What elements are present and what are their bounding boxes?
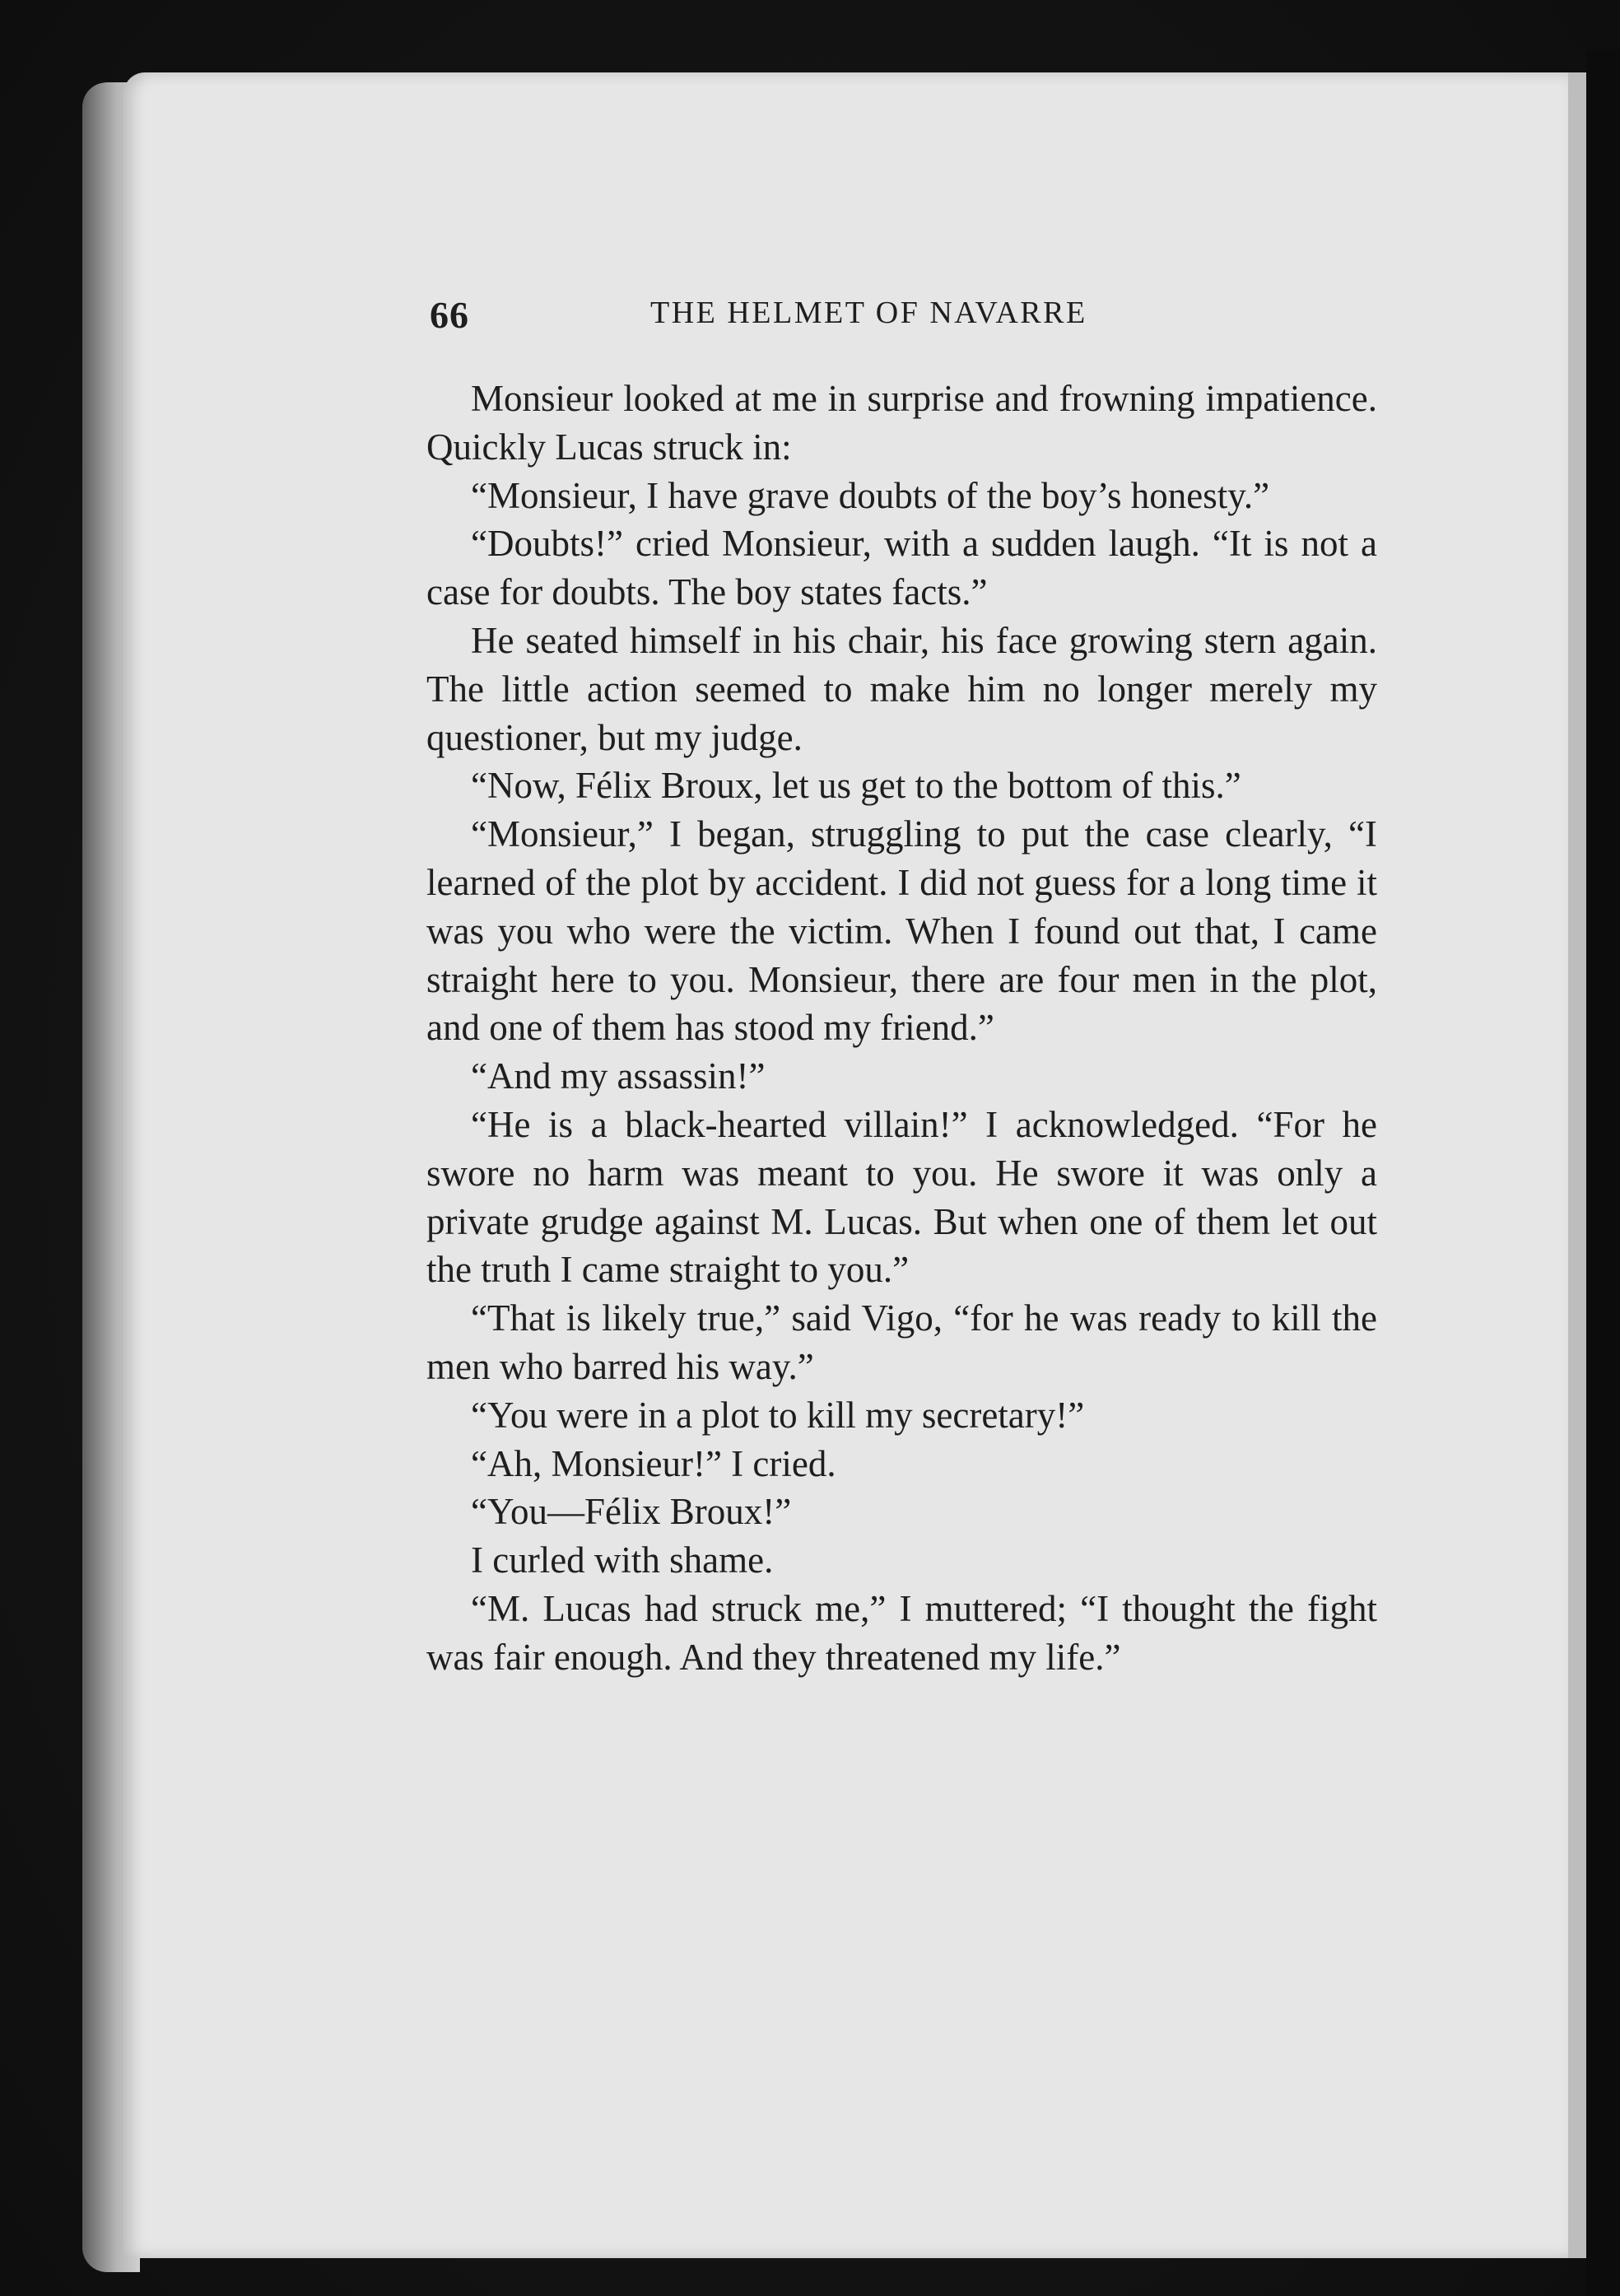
paragraph: “You—Félix Broux!”	[471, 1491, 792, 1533]
facing-page-edge	[1568, 72, 1586, 2258]
paragraph: “You were in a plot to kill my secretary!”	[471, 1394, 1085, 1436]
paragraph: “Monsieur,” I began, struggling to put the case clearly, “I learned of the plot by accident. I did not guess for a long time it was you who were the victim. When I found out that, I came straight here to you. Monsieur, there are four men in the plot, and one of them has stood my friend.”	[426, 813, 1377, 1049]
body-text	[426, 375, 1377, 1682]
paragraph: “That is likely true,” said Vigo, “for he was ready to kill the men who barred his way.”	[426, 1297, 1377, 1387]
paragraph: “And my assassin!”	[471, 1055, 766, 1097]
paragraph: “Ah, Monsieur!” I cried.	[471, 1442, 836, 1484]
page-number: 66	[430, 294, 469, 336]
paragraph: He seated himself in his chair, his face growing stern again. The little action seemed to make him no longer merely my questioner, but my judge.	[426, 619, 1377, 758]
paragraph: “He is a black-hearted villain!” I acknowledged. “For he swore no harm was meant to you. He swore it was only a private grudge against M. Lucas. But when one of them let out the truth I came straight to you.”	[426, 1103, 1377, 1291]
running-title: THE HELMET OF NAVARRE	[650, 296, 1087, 330]
paragraph: “Doubts!” cried Monsieur, with a sudden laugh. “It is not a case for doubts. The boy states facts.”	[426, 523, 1377, 613]
paragraph: “Monsieur, I have grave doubts of the boy’s honesty.”	[471, 474, 1270, 516]
paragraph: I curled with shame.	[471, 1539, 774, 1581]
scan-border	[1586, 49, 1620, 2296]
paragraph: Monsieur looked at me in surprise and frowning impatience. Quickly Lucas struck in:	[426, 378, 1377, 468]
paragraph: “Now, Félix Broux, let us get to the bottom of this.”	[471, 765, 1241, 807]
paragraph: “M. Lucas had struck me,” I muttered; “I thought the fight was fair enough. And they threatened my life.”	[426, 1587, 1377, 1678]
